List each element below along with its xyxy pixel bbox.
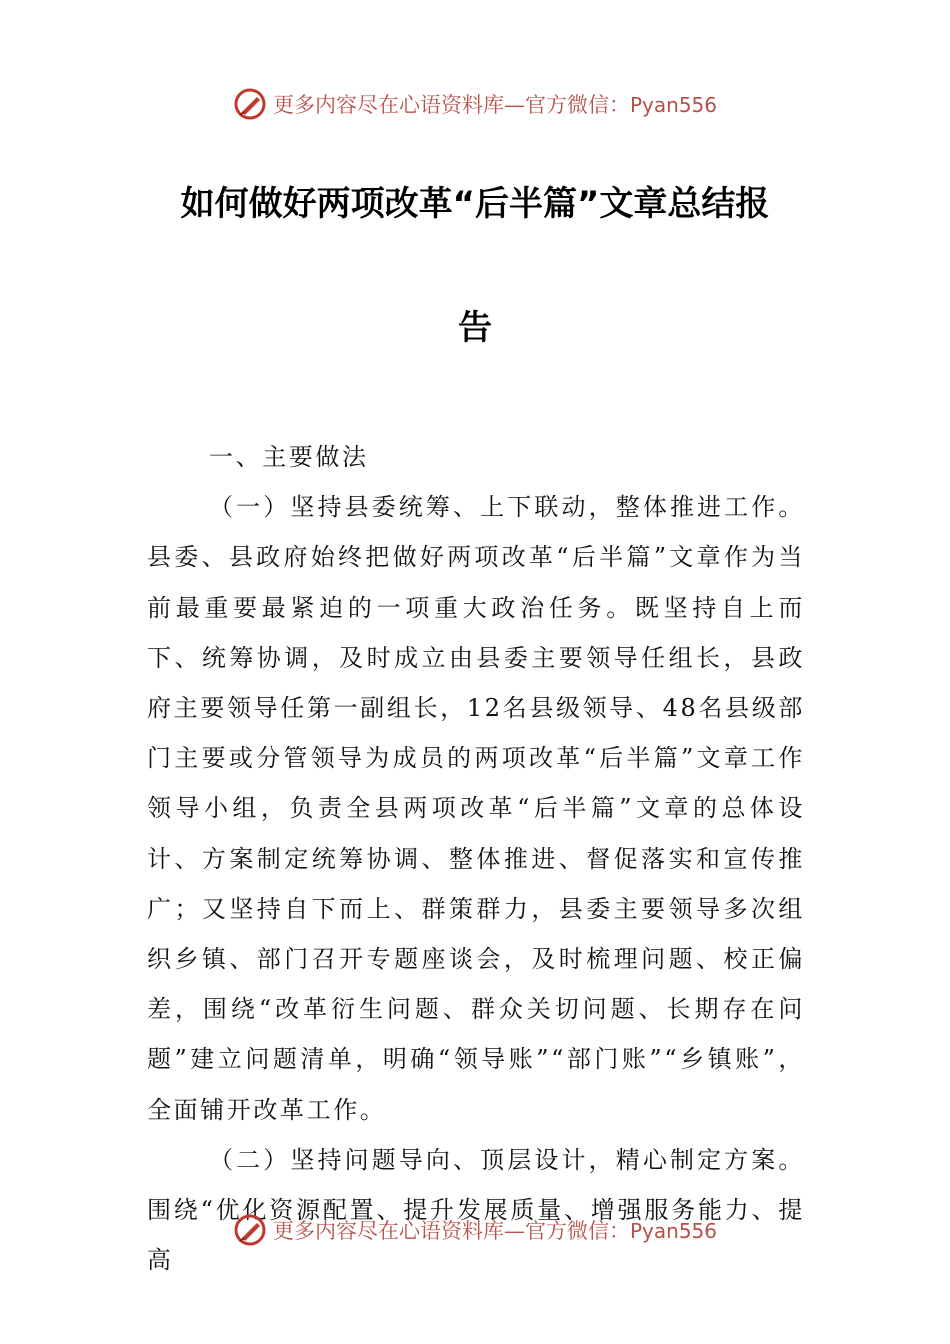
watermark-banner-bottom <box>0 1208 950 1252</box>
watermark-banner-top <box>0 82 950 126</box>
pen-logo-icon <box>233 1213 267 1247</box>
section-heading: 一、主要做法 <box>209 443 369 471</box>
paragraph-2: （二）坚持问题导向、顶层设计，精心制定方案。围绕“优化资源配置、提升发展质量、增强服务能力、提高 <box>147 1145 805 1275</box>
watermark-text: 更多内容尽在心语资料库—官方微信：Pyan556 <box>272 93 717 117</box>
watermark-text: 更多内容尽在心语资料库—官方微信：Pyan556 <box>272 1219 717 1243</box>
document-title-line1: 如何做好两项改革“后半篇”文章总结报 <box>180 184 770 224</box>
pen-logo-icon <box>233 87 267 121</box>
document-body <box>147 432 805 1285</box>
document-title-line2: 告 <box>458 308 492 348</box>
paragraph-1: （一）坚持县委统筹、上下联动，整体推进工作。县委、县政府始终把做好两项改革“后半篇”文章作为当前最重要最紧迫的一项重大政治任务。既坚持自上而下、统筹协调，及时成立由县委主要领导任组长，县政府主要领导任第一副组长，12名县级领导、48名县级部门主要或分管领导为成员的两项改革“后半篇”文章工作领导小组，负责全县两项改革“后半篇”文章的总体设计、方案制定统筹协调、整体推进、督促落实和宣传推广；又坚持自下而上、群策群力，县委主要领导多次组织乡镇、部门召开专题座谈会，及时梳理问题、校正偏差，围绕“改革衍生问题、群众关切问题、长期存在问题”建立问题清单，明确“领导账”“部门账”“乡镇账”，全面铺开改革工作。 <box>147 493 805 1124</box>
